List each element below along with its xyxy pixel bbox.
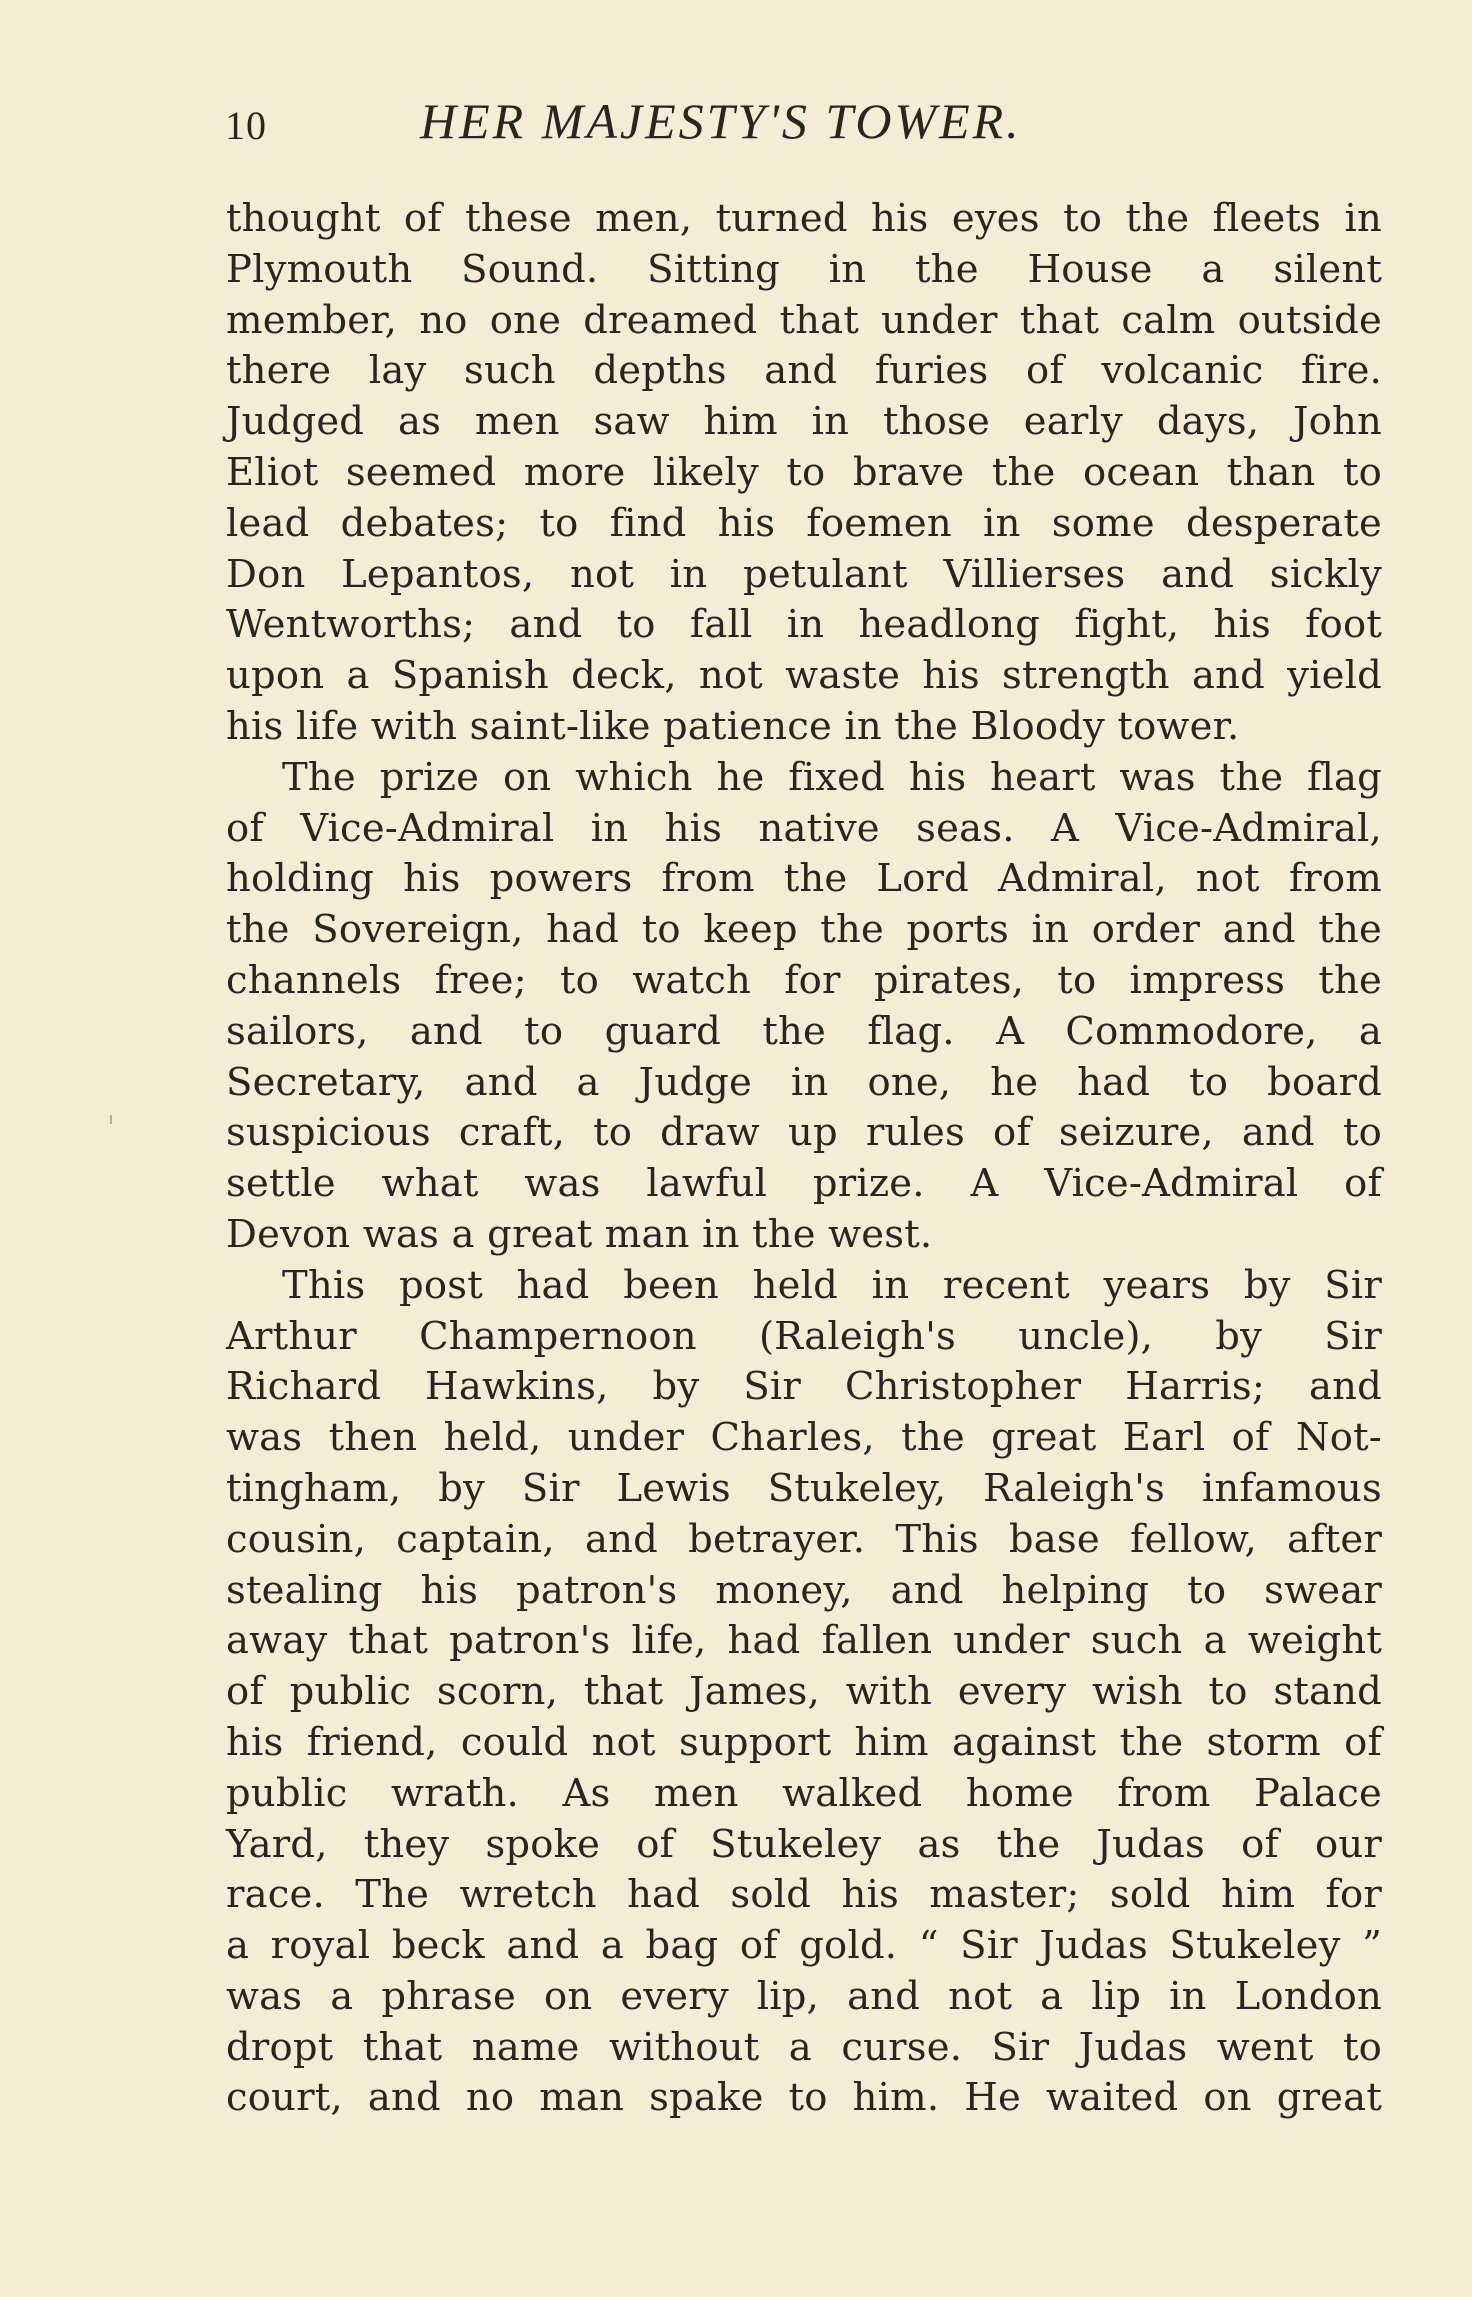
body-text [226,194,1382,2124]
text-line: of public scorn, that James, with every wish to stand [226,1669,1382,1715]
text-line: his life with saint-like patience in the Bloody tower. [226,703,1240,749]
text-line: tingham, by Sir Lewis Stukeley, Raleigh's infamous [226,1465,1382,1511]
text-line: This post had been held in recent years by Sir [282,1262,1382,1308]
text-line: settle what was lawful prize. A Vice-Admiral of [226,1161,1382,1207]
running-title: HER MAJESTY'S TOWER. [420,93,1022,149]
text-line: Richard Hawkins, by Sir Christopher Harris; and [226,1364,1382,1410]
text-line: Yard, they spoke of Stukeley as the Judas of our [226,1821,1382,1867]
running-head [225,92,1225,172]
text-line: Secretary, and a Judge in one, he had to board [226,1059,1382,1105]
text-line: upon a Spanish deck, not waste his strength and yield [226,653,1382,699]
text-line: race. The wretch had sold his master; sold him for [226,1872,1382,1918]
text-line: stealing his patron's money, and helping to swear [226,1567,1382,1613]
text-line: Arthur Champernoon (Raleigh's uncle), by Sir [226,1313,1382,1359]
text-line: suspicious craft, to draw up rules of seizure, and to [226,1110,1382,1156]
text-line: lead debates; to find his foemen in some desperate [226,500,1382,546]
text-line: there lay such depths and furies of volcanic fire. [226,348,1382,394]
text-line: The prize on which he fixed his heart was the flag [282,754,1382,800]
page-number: 10 [225,103,267,148]
text-line: holding his powers from the Lord Admiral, not from [226,856,1382,902]
text-line: Eliot seemed more likely to brave the ocean than to [226,449,1382,495]
text-line: his friend, could not support him against the storm of [226,1719,1382,1765]
text-line: Judged as men saw him in those early days, John [226,399,1382,445]
text-line: Plymouth Sound. Sitting in the House a silent [226,246,1382,292]
text-line: member, no one dreamed that under that calm outside [226,297,1382,343]
text-line: channels free; to watch for pirates, to impress the [226,957,1382,1003]
text-line: Devon was a great man in the west. [226,1211,933,1257]
text-line: away that patron's life, had fallen under such a weight [226,1618,1382,1664]
margin-mark [110,1115,112,1124]
text-line: the Sovereign, had to keep the ports in order and the [226,907,1382,953]
text-line: was then held, under Charles, the great Earl of Not- [226,1415,1382,1461]
text-line: dropt that name without a curse. Sir Judas went to [226,2024,1382,2070]
text-line: was a phrase on every lip, and not a lip in London [226,1973,1382,2019]
text-line: public wrath. As men walked home from Palace [226,1770,1382,1816]
text-line: cousin, captain, and betrayer. This base fellow, after [226,1516,1382,1562]
text-line: Wentworths; and to fall in headlong fight, his foot [226,602,1382,648]
text-line: of Vice-Admiral in his native seas. A Vice-Admiral, [226,805,1382,851]
text-line: thought of these men, turned his eyes to the fleets in [226,196,1382,241]
text-line: court, and no man spake to him. He waited on great [226,2075,1382,2121]
text-line: sailors, and to guard the flag. A Commodore, a [226,1008,1382,1054]
text-line: a royal beck and a bag of gold. “ Sir Judas Stukeley ” [226,1923,1382,1969]
text-line: Don Lepantos, not in petulant Villierses and sickly [226,551,1382,597]
